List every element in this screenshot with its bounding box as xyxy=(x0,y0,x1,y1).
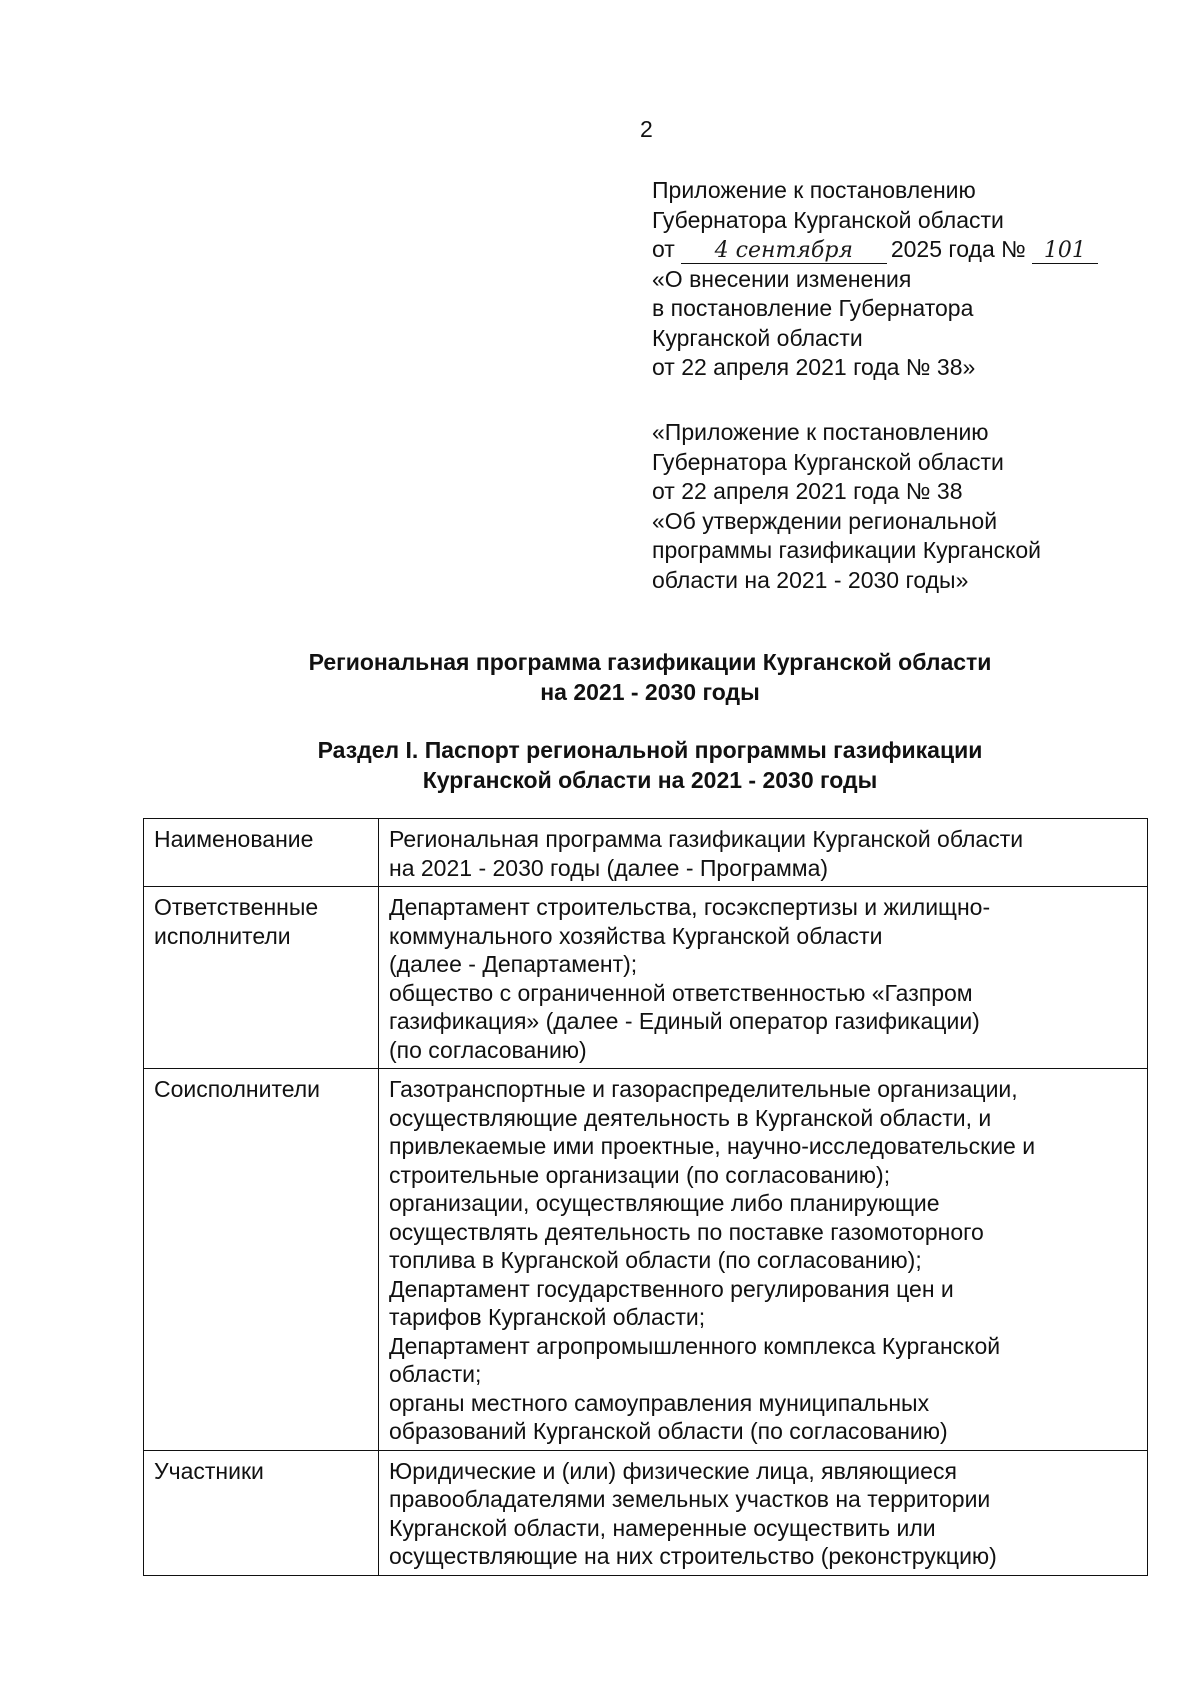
row-value-line: Региональная программа газификации Курганской области xyxy=(389,826,1024,852)
table-row xyxy=(144,887,1148,1069)
appendix-line: «Приложение к постановлению xyxy=(652,419,989,445)
row-label-line: Участники xyxy=(154,1457,264,1484)
row-value-line: Курганской области, намеренные осуществить или xyxy=(389,1514,936,1541)
appendix-line: «Об утверждении региональной xyxy=(652,507,998,534)
passport-label-cell xyxy=(144,1450,379,1575)
row-value-line: правообладателями земельных участков на территории xyxy=(389,1486,991,1512)
appendix-amendment-header xyxy=(652,176,1172,383)
row-value-line: осуществляющие деятельность в Курганской области, и xyxy=(389,1104,992,1131)
section-title-line: Курганской области на 2021 - 2030 годы xyxy=(422,767,878,793)
handwritten-date: 4 сентября xyxy=(681,239,887,264)
row-value-line: Департамент строительства, госэкспертизы и жилищно- xyxy=(389,894,991,920)
appendix-line: Губернатора Курганской области xyxy=(652,448,1004,475)
appendix-line: Курганской области xyxy=(652,324,863,351)
appendix-line: от 22 апреля 2021 года № 38 xyxy=(652,478,963,504)
row-value-line: организации, осуществляющие либо планирующие xyxy=(389,1190,940,1216)
row-value-line: привлекаемые ими проектные, научно-исследовательские и xyxy=(389,1133,1036,1159)
row-value-line: органы местного самоуправления муниципальных xyxy=(389,1389,930,1416)
row-value-line: осуществляющие на них строительство (реконструкцию) xyxy=(389,1543,997,1569)
row-label-line: Ответственные xyxy=(154,894,319,920)
appendix-line: «О внесении изменения xyxy=(652,265,912,292)
passport-label-cell xyxy=(144,1069,379,1451)
appendix-line: области на 2021 - 2030 годы» xyxy=(652,566,969,593)
table-row xyxy=(144,819,1148,887)
passport-table-body xyxy=(144,819,1148,1576)
row-value-line: области; xyxy=(389,1361,482,1387)
passport-value-cell xyxy=(379,887,1148,1069)
row-label-line: Соисполнители xyxy=(154,1076,321,1102)
appendix-original-header xyxy=(652,418,1172,595)
row-value-line: Юридические и (или) физические лица, являющиеся xyxy=(389,1457,957,1484)
row-value-line: Газотранспортные и газораспределительные организации, xyxy=(389,1076,1018,1102)
appendix-date-line xyxy=(652,235,1172,265)
row-value-line: (по согласованию) xyxy=(389,1036,587,1063)
appendix-line: Губернатора Курганской области xyxy=(652,206,1004,233)
appendix-line: от 22 апреля 2021 года № 38» xyxy=(652,354,976,380)
passport-label-cell xyxy=(144,887,379,1069)
row-value-line: топлива в Курганской области (по согласованию); xyxy=(389,1247,922,1273)
program-title xyxy=(140,647,1160,707)
row-value-line: на 2021 - 2030 годы (далее - Программа) xyxy=(389,854,829,881)
appendix-line: программы газификации Курганской xyxy=(652,537,1042,563)
appendix-line: в постановление Губернатора xyxy=(652,295,974,321)
row-label-line: Наименование xyxy=(154,826,314,852)
row-value-line: строительные организации (по согласованию); xyxy=(389,1161,891,1188)
passport-value-cell xyxy=(379,1069,1148,1451)
passport-label-cell xyxy=(144,819,379,887)
page-number: 2 xyxy=(640,116,653,142)
date-suffix: 2025 года № xyxy=(890,236,1026,262)
row-label-line: исполнители xyxy=(154,922,291,949)
section-title-line: Раздел I. Паспорт региональной программы газификации xyxy=(317,737,983,763)
row-value-line: Департамент агропромышленного комплекса Курганской xyxy=(389,1332,1001,1359)
section-title xyxy=(140,735,1160,795)
row-value-line: Департамент государственного регулирования цен и xyxy=(389,1275,954,1302)
program-title-line: Региональная программа газификации Курганской области xyxy=(308,649,992,675)
handwritten-number: 101 xyxy=(1032,239,1098,264)
row-value-line: образований Курганской области (по согласованию) xyxy=(389,1418,948,1444)
passport-value-cell xyxy=(379,819,1148,887)
appendix-line: Приложение к постановлению xyxy=(652,177,976,203)
passport-table xyxy=(143,818,1148,1576)
program-title-line: на 2021 - 2030 годы xyxy=(540,679,760,705)
row-value-line: газификация» (далее - Единый оператор газификации) xyxy=(389,1008,980,1034)
passport-value-cell xyxy=(379,1450,1148,1575)
table-row xyxy=(144,1069,1148,1451)
row-value-line: коммунального хозяйства Курганской области xyxy=(389,922,883,949)
row-value-line: (далее - Департамент); xyxy=(389,951,638,977)
date-prefix: от xyxy=(652,236,675,262)
row-value-line: осуществлять деятельность по поставке газомоторного xyxy=(389,1218,984,1245)
row-value-line: общество с ограниченной ответственностью «Газпром xyxy=(389,979,973,1006)
row-value-line: тарифов Курганской области; xyxy=(389,1304,706,1330)
table-row xyxy=(144,1450,1148,1575)
